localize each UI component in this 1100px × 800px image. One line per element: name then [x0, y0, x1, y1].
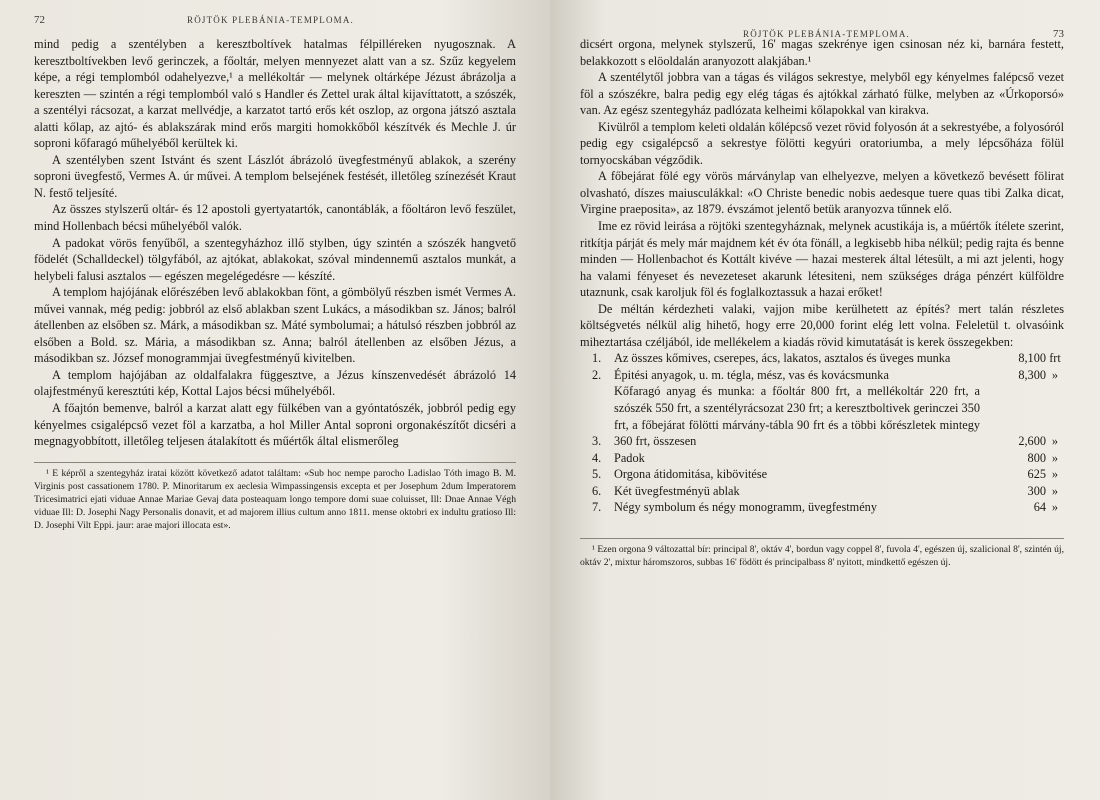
cost-table — [592, 350, 1064, 515]
cost-label: Két üvegfestményü ablak — [614, 483, 740, 498]
cost-row — [592, 383, 1064, 449]
cost-unit: » — [1051, 500, 1059, 515]
running-head-title: RÖJTÖK PLEBÁNIA-TEMPLOMA. — [743, 29, 910, 39]
running-head — [580, 14, 1064, 40]
cost-number: 7. — [592, 500, 602, 515]
cost-amount: 300 — [1027, 483, 1046, 498]
cost-number: 4. — [592, 450, 602, 465]
cost-row — [592, 499, 1064, 516]
cost-amount: 800 — [1027, 450, 1046, 465]
cost-row — [592, 367, 1064, 384]
cost-label: Az összes kőmives, cserepes, ács, lakatos, asztalos és üveges munka — [614, 351, 951, 366]
cost-row — [592, 450, 1064, 467]
cost-number: 6. — [592, 483, 602, 498]
paragraph: A főajtón bemenve, balról a karzat alatt egy fülkében van a gyóntatószék, jobbról pedig egy kényelmes csigalépcső vezet föl a karzatba, a hol Miller Antal soproni orgonakészítőt dicséri a megnagyobbított, illetőleg teljesen átalakított és műértők által elismerőleg — [34, 401, 516, 449]
cost-unit: » — [1051, 483, 1059, 498]
cost-unit: » — [1051, 450, 1059, 465]
paragraph: A templom hajójában az oldalfalakra függesztve, a Jézus kínszenvedését ábrázoló 14 olajfestményű keresztúti kép, Kottal Lajos bécsi műhelyéből. — [34, 367, 516, 399]
cost-amount: 2,600 — [1018, 434, 1046, 449]
cost-unit: » — [1051, 367, 1059, 382]
running-head — [34, 14, 516, 36]
cost-amount: 64 — [1033, 500, 1046, 515]
paragraph: De méltán kérdezheti valaki, vajjon mibe kerülhetett az építés? mert talán részletes költségvetés nélkül alig hihető, hogy erre 20,000 forint elég lett volna. Feleletül t. olvasóink miheztartása czéljából, ide mellékelem a kiadás rövid kimutatását is kerek összegekben: — [580, 301, 1064, 349]
cost-row — [592, 466, 1064, 483]
footnote: ¹ E képről a szentegyház iratai között következő adatot találtam: «Sub hoc nempe parocho Ladislao Tóth imago B. M. Virginis post cassationem 1780. P. Minoritarum ex aeclesia Wimpassingensis excepta et per Josephum 2dum Imperatorem Tricesimatrici ejati viduae Annae Mariae Gevaj data posteaquam longo tempore domi suae coluisset, Ill: Dnae Annae Végh viduae Ill: D. Josephi Nagy Personalis donavit, et ad majorem illius cultum anno 1811. mense oktobri ex indultu gratioso Ill: D. Josephi Vilt Eppi. jaur: arae majori illocata est». — [34, 467, 516, 531]
cost-amount: 8,100 — [1018, 351, 1046, 366]
footnote-block — [34, 462, 516, 532]
cost-label: Négy symbolum és négy monogramm, üvegfestmény — [614, 500, 877, 515]
cost-number: 3. — [592, 434, 602, 449]
paragraph: A főbejárat fölé egy vörös márványlap van elhelyezve, melyen a következő bevésett fölirat olvasható, díszes maiusculákkal: «O Christe benedic nobis aedesque tuere quas tibi Zalka dicat, Virgine praeposita», az 1879. évszámot jelentő betük aranyozva tűnnek elő. — [580, 169, 1064, 217]
cost-label: Orgona átidomitása, kibövitése — [614, 467, 768, 482]
cost-label: Padok — [614, 450, 645, 465]
paragraph: A szentélyben szent Istvánt és szent Lászlót ábrázoló üvegfestményű ablakok, a szerény soproni üvegfestő, Vermes A. úr művei. A templom belsejének festését, illetőleg színezését Kraut N. festő teljesíté. — [34, 152, 516, 200]
cost-unit: » — [1051, 467, 1059, 482]
cost-row — [592, 350, 1064, 367]
page-number: 73 — [1053, 28, 1064, 40]
running-head-title: RÖJTÖK PLEBÁNIA-TEMPLOMA. — [187, 15, 354, 25]
cost-amount: 8,300 — [1018, 367, 1046, 382]
cost-amount: 625 — [1027, 467, 1046, 482]
paragraph: Ime ez rövid leirása a röjtöki szentegyháznak, melynek acustikája is, a műértők ítélete szerint, ritkítja párját és mely már majdnem két év óta fönáll, a legkisebb hiba nélkül; pedig rajta és benne minden — Hollenbachot és Kottált kivéve — hazai mesterek által létesült, a mi azt jelenti, hogy ha valami fényeset és nevezeteset akarunk létesiteni, nem szükséges drága pénzért külföldre utaznunk, csak karoljuk föl és foglalkoztassuk a hazai erőket! — [580, 219, 1064, 300]
paragraph: dicsért orgona, melynek stylszerű, 16' magas szekrénye igen csinosan néz ki, barnára festett, belakkozott s elöoldalán aranyozott alakjában.¹ — [580, 37, 1064, 68]
cost-row — [592, 483, 1064, 500]
body-text — [34, 36, 516, 450]
paragraph: A szentélytől jobbra van a tágas és világos sekrestye, melyből egy kényelmes falépcső vezet föl a szószékre, balra pedig egy elég tágas és ajtókkal zárható fülke, melyben az «Úrkoporsó» van. Az egész szentegyház padlózata kelheimi kőlapokkal van kirakva. — [580, 70, 1064, 118]
cost-number: 1. — [592, 351, 602, 366]
footnote: ¹ Ezen orgona 9 változattal bír: principal 8', oktáv 4', bordun vagy coppel 8', fuvola 4', egészen új, szalicional 8', szintén új, oktáv 2', mixtur háromszoros, subbas 16' födött és principalbass 8' nyitott, mindkettő egészen új. — [580, 543, 1064, 568]
paragraph: Kivülről a templom keleti oldalán kőlépcső vezet rövid folyosón át a sekrestyébe, a folyosóról pedig egy csigalépcső a sekrestye fölötti kegyúri oratoriumba, a mely lépcsőháza fölül tornyocskában végződik. — [580, 119, 1064, 167]
paragraph: Az összes stylszerű oltár- és 12 apostoli gyertyatartók, canontáblák, a főoltáron levő feszület, mind Hollenbach bécsi műhelyéből valók. — [34, 202, 516, 234]
page-number: 72 — [34, 14, 45, 26]
paragraph: A templom hajójának előrészében levő ablakokban fönt, a gömbölyű részben ismét Vermes A. művei vannak, még pedig: jobbról az első ablakban szent Lukács, a másodikban sz. János; balról átellenben az elsőben sz. Márk, a másodikban sz. Máté symbolumai; a hátulsó részben jobbról az elsőben a Bold. sz. Mária, a másodikban sz. Anna; balról átellenben az elsőben Jézus, a másodikban sz. József monogrammjai üvegfestményű kivitelben. — [34, 285, 516, 366]
cost-label: Épitési anyagok, u. m. tégla, mész, vas és kovácsmunka — [614, 367, 889, 382]
footnote-block — [580, 538, 1064, 569]
cost-label: Kőfaragó anyag és munka: a főoltár 800 frt, a mellékoltár 220 frt, a szószék 550 frt, a szentélyrácsozat 230 frt; a keresztboltivek gerinczei 350 frt, a főbejárat fölötti márvány-tábla 90 frt és a többi kőrészletek mintegy 360 frt, összesen — [614, 384, 980, 449]
cost-number: 2. — [592, 367, 602, 382]
right-page — [550, 0, 1100, 800]
body-text — [580, 36, 1064, 516]
paragraph: A padokat vörös fenyűből, a szentegyházhoz illő stylben, úgy szintén a szószék hangvető födelét (Schalldeckel) tölgyfából, az ajtókat, ablakokat, szóval mindennemű asztalos munkát, a helybeli falusi asztalos — egészen megelégedésre — készíté. — [34, 235, 516, 283]
cost-unit: » — [1051, 434, 1059, 449]
paragraph: mind pedig a szentélyben a keresztboltívek hatalmas félpillérekеn nyugosznak. A keresztboltívekben levő gerinczek, a főoltár, melyen mennyezet alatt van a sz. Szűz kegyelem képe, a régi templomból odahelyezve,¹ a mellékoltár — melynek oltárképe Jézust ábrázolja a kereszten — szintén a régi templomból való s Handler és Zettel urak által kijavíttatott, a szószék, a szentélyi rácsozat, a karzat mellvédje, a karzatot tartó erős két oszlop, az orgona játszó asztala alatti kőlap, az ajtó- és ablakszárak mind erős margiti homokkőből készítvék és Mechle J. úr soproni kőfaragó műhelyéből kerültek ki. — [34, 37, 516, 151]
cost-number: 5. — [592, 467, 602, 482]
cost-unit: frt — [1049, 351, 1061, 366]
